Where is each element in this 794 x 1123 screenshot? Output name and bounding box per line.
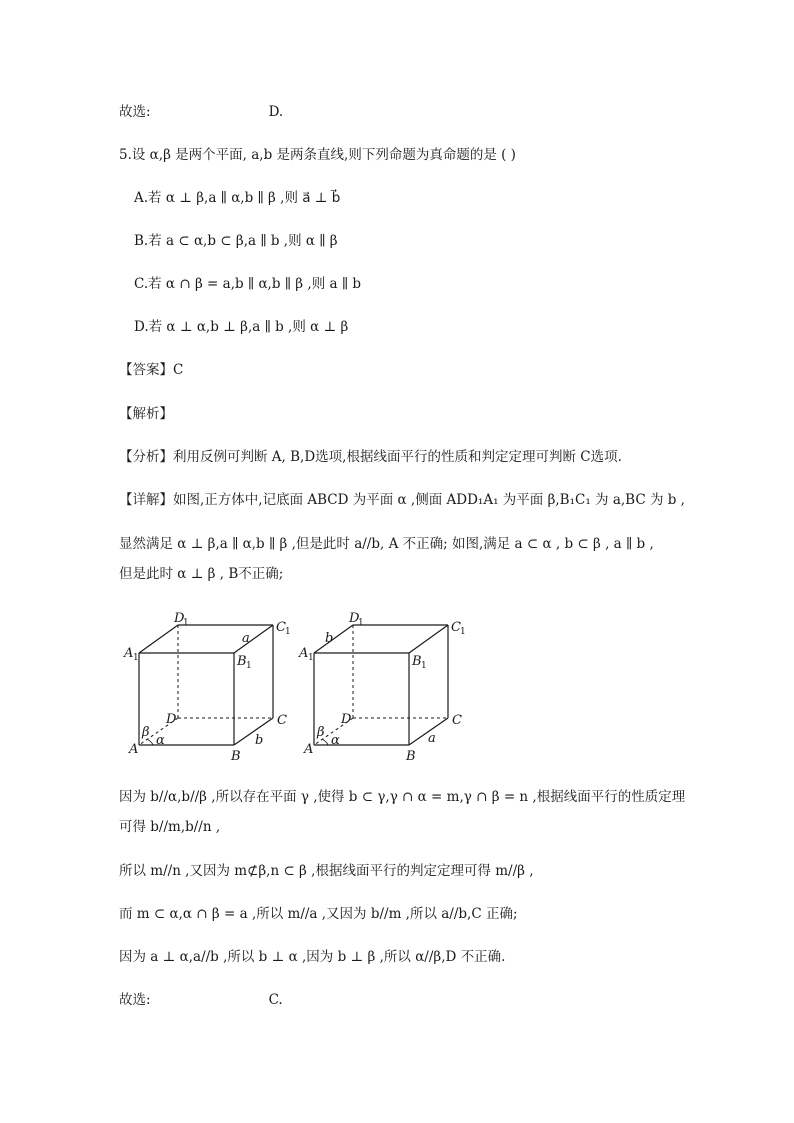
final-conclusion bbox=[119, 990, 283, 1010]
proof-line-5: 因为 a ⊥ α,a//b ,所以 b ⊥ α ,因为 b ⊥ β ,所以 α//β,D 不正确. bbox=[119, 949, 506, 965]
angle-label: α bbox=[331, 733, 340, 748]
proof-line-4: 而 m ⊂ α,α ∩ β = a ,所以 m//a ,又因为 b//m ,所以 a//b,C 正确; bbox=[119, 906, 518, 922]
conclusion-answer: C. bbox=[268, 992, 283, 1008]
edge-label: a bbox=[428, 731, 436, 746]
conclusion-prefix: 故选: bbox=[119, 992, 151, 1008]
angle-label: α bbox=[156, 733, 165, 748]
vertex-label: D bbox=[174, 611, 185, 626]
previous-conclusion bbox=[119, 102, 283, 122]
option-c: C.若 α ∩ β = a,b ∥ α,b ∥ β ,则 a ∥ b bbox=[134, 276, 361, 292]
vertex-label: B bbox=[231, 749, 241, 764]
vertex-label: A bbox=[124, 646, 134, 661]
vertex-subscript: 1 bbox=[421, 661, 427, 671]
vertex-label: D bbox=[341, 712, 352, 727]
edge-label: b bbox=[325, 631, 334, 646]
question-stem: 5.设 α,β 是两个平面, a,b 是两条直线,则下列命题为真命题的是 ( ) bbox=[119, 147, 516, 163]
vertex-label: A bbox=[299, 646, 309, 661]
detail-line-1: 【详解】如图,正方体中,记底面 ABCD 为平面 α ,侧面 ADD₁A₁ 为平面 β,B₁C₁ 为 a,BC 为 b , bbox=[119, 492, 685, 508]
analysis-header: 【解析】 bbox=[119, 406, 173, 422]
cube-figure-left bbox=[120, 605, 300, 769]
option-a: A.若 α ⊥ β,a ∥ α,b ∥ β ,则 a⃗ ⊥ b⃗ bbox=[134, 190, 341, 206]
vertex-subscript: 1 bbox=[183, 618, 189, 628]
vertex-label: B bbox=[406, 749, 416, 764]
proof-line-2: 可得 b//m,b//n , bbox=[119, 819, 221, 835]
proof-line-1: 因为 b//α,b//β ,所以存在平面 γ ,使得 b ⊂ γ,γ ∩ α = m,γ ∩ β = n ,根据线面平行的性质定理 bbox=[119, 789, 686, 805]
conclusion-prefix: 故选: bbox=[119, 104, 151, 120]
vertex-label: C bbox=[276, 620, 286, 635]
vertex-subscript: 1 bbox=[358, 618, 364, 628]
proof-line-3: 所以 m//n ,又因为 m⊄β,n ⊂ β ,根据线面平行的判定定理可得 m//β , bbox=[119, 863, 534, 879]
option-d: D.若 α ⊥ α,b ⊥ β,a ∥ b ,则 α ⊥ β bbox=[134, 319, 349, 335]
angle-label: β bbox=[142, 725, 150, 740]
vertex-label: B bbox=[412, 654, 422, 669]
cube-diagram-left bbox=[120, 605, 300, 765]
edge-label: a bbox=[242, 631, 250, 646]
angle-label: β bbox=[317, 725, 325, 740]
detail-line-2: 显然满足 α ⊥ β,a ∥ α,b ∥ β ,但是此时 a//b, A 不正确; 如图,满足 a ⊂ α , b ⊂ β , a ∥ b , bbox=[119, 536, 654, 552]
vertex-subscript: 1 bbox=[246, 661, 252, 671]
vertex-subscript: 1 bbox=[460, 627, 466, 637]
vertex-label: D bbox=[349, 611, 360, 626]
vertex-subscript: 1 bbox=[285, 627, 291, 637]
cube-diagram-right bbox=[295, 605, 475, 765]
vertex-subscript: 1 bbox=[133, 653, 139, 663]
vertex-label: B bbox=[237, 654, 247, 669]
conclusion-answer: D. bbox=[268, 104, 284, 120]
cube-figure-right bbox=[295, 605, 475, 769]
answer-line: 【答案】C bbox=[119, 362, 184, 378]
option-b: B.若 a ⊂ α,b ⊂ β,a ∥ b ,则 α ∥ β bbox=[134, 233, 338, 249]
edge-label: b bbox=[255, 733, 264, 748]
vertex-label: A bbox=[304, 742, 314, 757]
vertex-label: C bbox=[277, 713, 287, 728]
detail-line-3: 但是此时 α ⊥ β , B不正确; bbox=[119, 566, 284, 582]
vertex-label: C bbox=[451, 620, 461, 635]
vertex-label: D bbox=[166, 712, 177, 727]
vertex-label: A bbox=[129, 742, 139, 757]
analysis-summary: 【分析】利用反例可判断 A, B,D选项,根据线面平行的性质和判定定理可判断 C选项. bbox=[119, 449, 622, 465]
vertex-subscript: 1 bbox=[308, 653, 314, 663]
vertex-label: C bbox=[452, 713, 462, 728]
